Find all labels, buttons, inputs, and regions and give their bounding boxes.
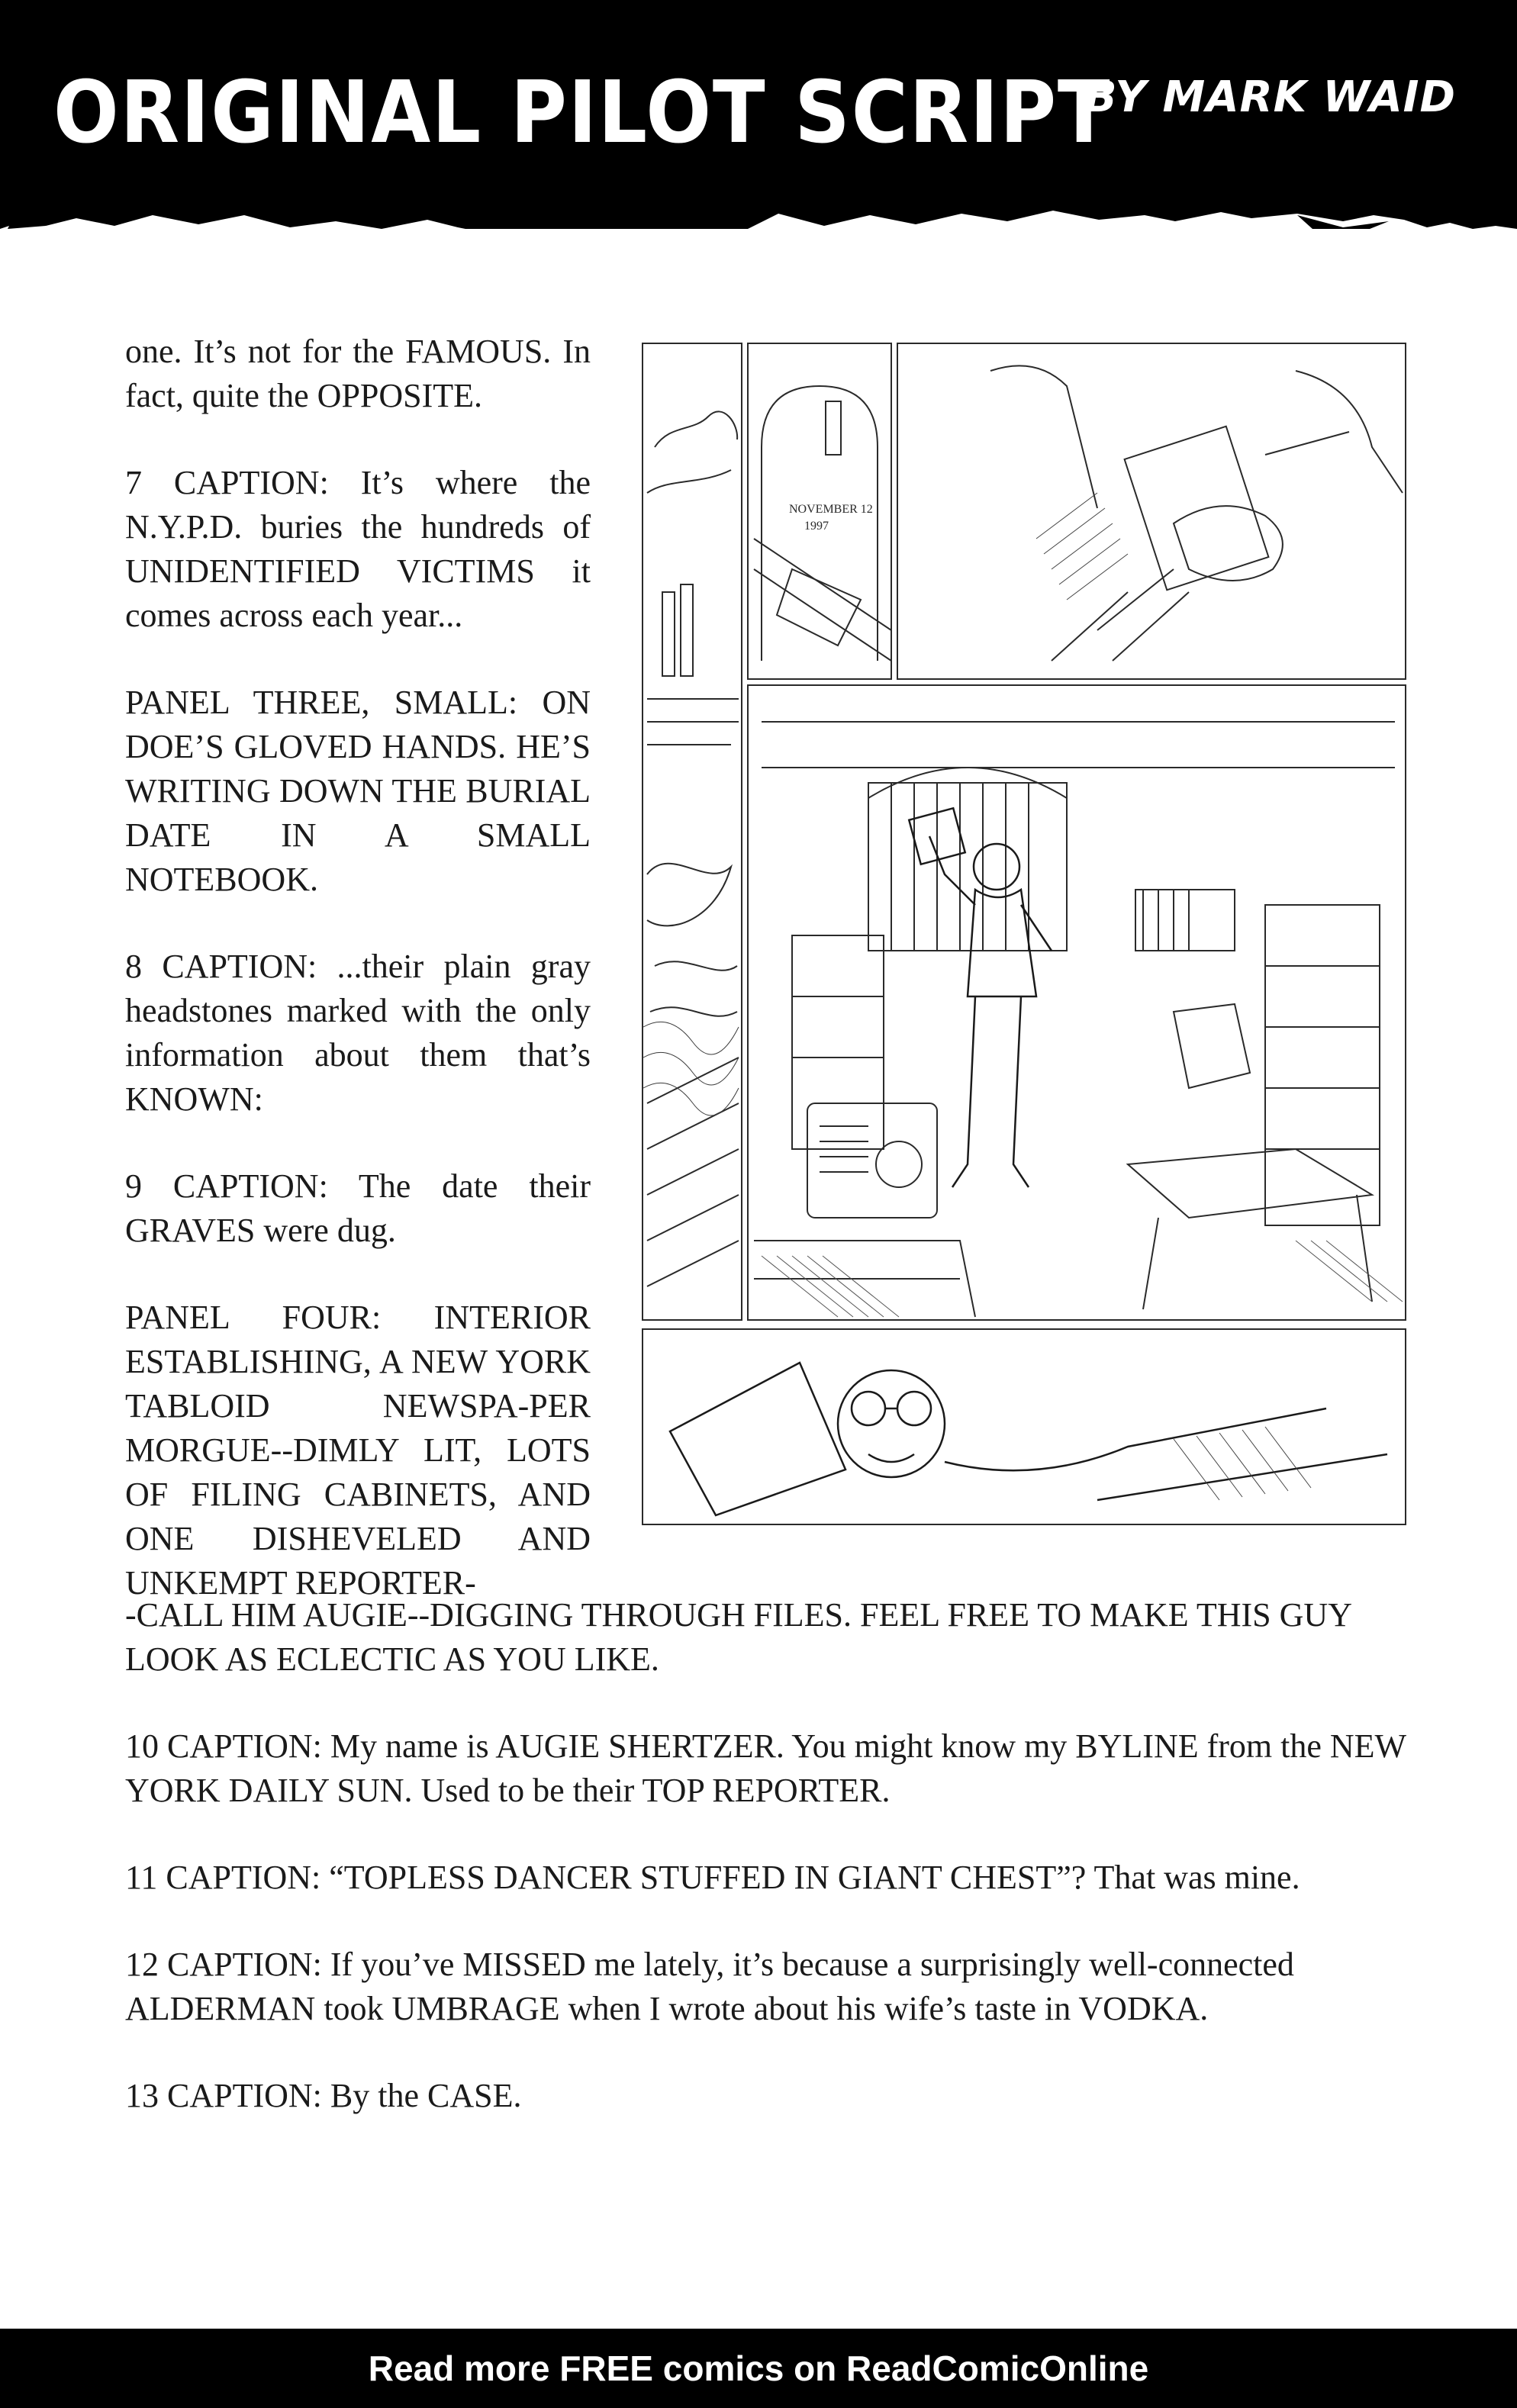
headstone-year-text: 1997 [804,520,829,533]
panel-gloved-hands [897,343,1406,679]
script-paragraph: PANEL THREE, SMALL: ON DOE’S GLOVED HANDS. HE’S WRITING DOWN THE BURIAL DATE IN A SMALL NOTEBOOK. [125,684,591,898]
script-full-width [125,1593,1415,2161]
footer-bar [0,2329,1517,2408]
reporter-closeup-sketch [670,1363,1387,1515]
read-more-link[interactable]: Read more FREE comics on ReadComicOnline [368,2348,1149,2388]
script-paragraph: 10 CAPTION: My name is AUGIE SHERTZER. You might know my BYLINE from the NEW YORK DAILY SUN. Used to be their TOP REPORTER. [125,1727,1406,1809]
filing-cabinet [1265,905,1380,1225]
pencil-sketch-artwork [639,340,1409,1528]
gloved-hands-sketch [990,365,1403,661]
papers-in-hand [670,1363,845,1515]
script-paragraph: 7 CAPTION: It’s where the N.Y.P.D. buries the hundreds of UNIDENTIFIED VICTIMS it comes across each year... [125,464,591,634]
reporter-figure [909,808,1052,1187]
script-paragraph: 8 CAPTION: ...their plain gray headstones marked with the only information about them that’s KNOWN: [125,948,591,1118]
radio-sketch [807,1103,937,1218]
skyline-sketch [647,411,739,1286]
author-byline: BY MARK WAID [1084,72,1456,122]
tree-hatching [643,1022,739,1115]
panel-reporter-closeup [643,1329,1406,1524]
script-paragraph: 11 CAPTION: “TOPLESS DANCER STUFFED IN GIANT CHEST”? That was mine. [125,1859,1300,1896]
script-paragraph: PANEL FOUR: INTERIOR ESTABLISHING, A NEW YORK TABLOID NEWSPA-PER MORGUE--DIMLY LIT, LOTS OF FILING CABINETS, AND ONE DISHEVELED AND UNKEMPT REPORTER- [125,1299,591,1602]
script-paragraph: 12 CAPTION: If you’ve MISSED me lately, it’s because a surprisingly well-connected ALDERMAN took UMBRAGE when I wrote about his wife’s taste in VODKA. [125,1946,1294,2027]
headstone-date-text: NOVEMBER 12 [789,503,873,516]
desk-sketch [1128,1149,1372,1218]
header-banner [0,0,1517,229]
script-paragraph: -CALL HIM AUGIE--DIGGING THROUGH FILES. FEEL FREE TO MAKE THIS GUY LOOK AS ECLECTIC AS YOU LIKE. [125,1596,1351,1678]
script-paragraph: 13 CAPTION: By the CASE. [125,2077,522,2114]
hands-hatching [1036,493,1128,600]
script-column [125,330,591,1605]
panel-left-strip [643,343,742,1320]
closeup-hatching [1174,1427,1311,1500]
morgue-room-sketch [762,722,1395,1225]
script-paragraph: 9 CAPTION: The date their GRAVES were dug. [125,1167,591,1249]
morgue-furniture [754,1004,1372,1317]
page-title: ORIGINAL PILOT SCRIPT [53,63,1112,163]
script-paragraph: one. It’s not for the FAMOUS. In fact, quite the OPPOSITE. [125,333,591,414]
